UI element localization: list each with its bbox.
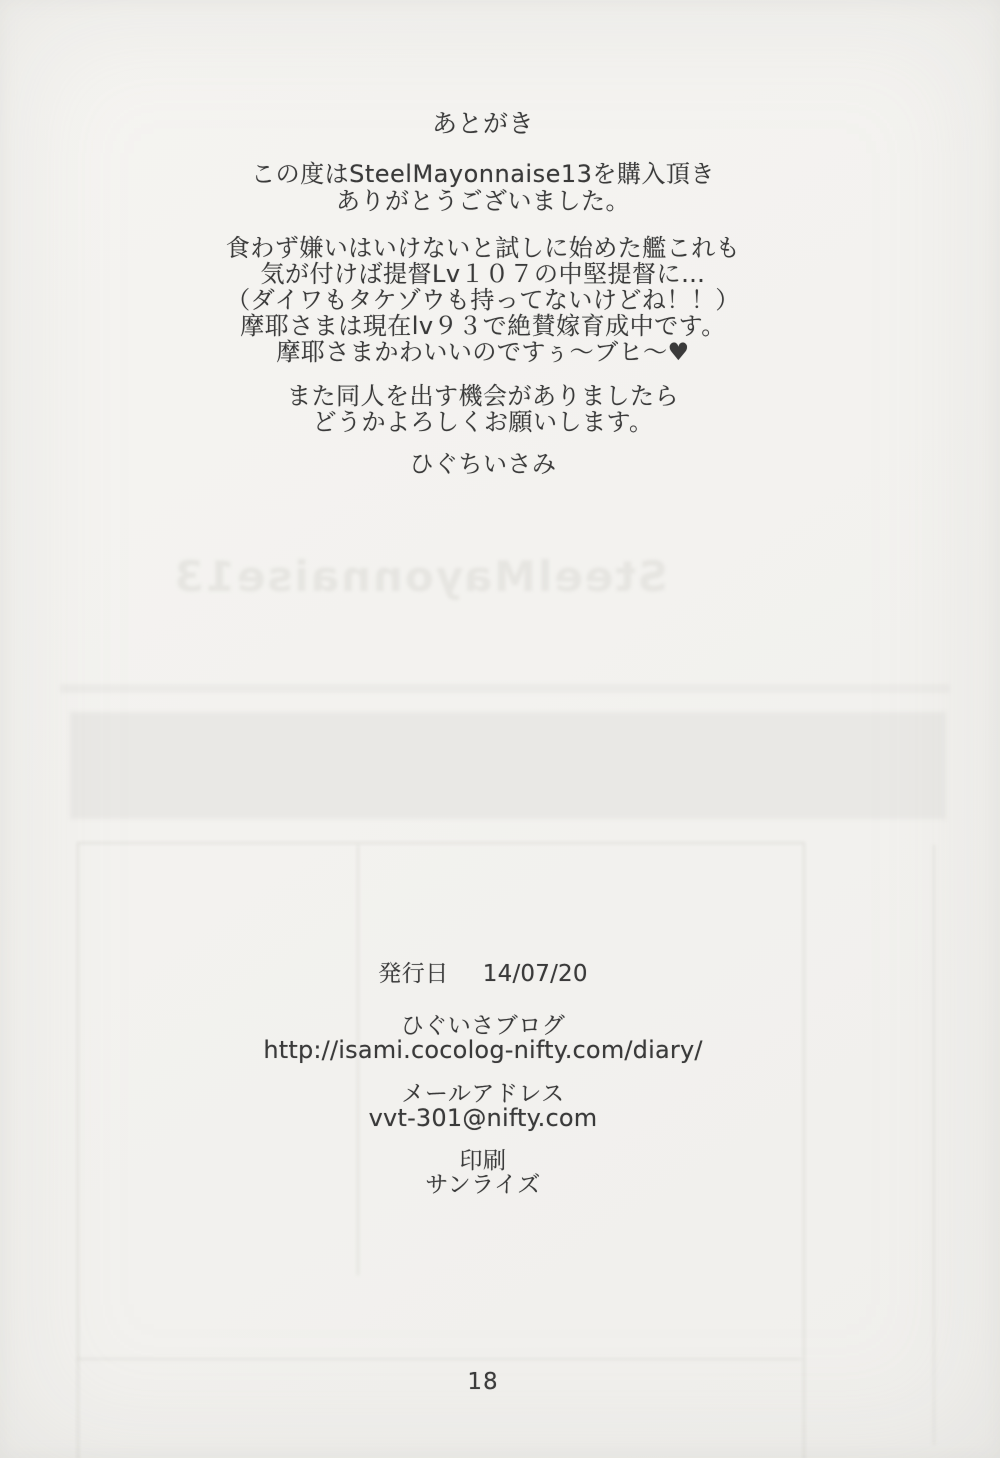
afterword-line: 摩耶さまは現在lv９３で絶賛嫁育成中です。 (240, 312, 726, 340)
showthrough-panel-bottom-line (77, 1358, 801, 1360)
printer-name: サンライズ (425, 1172, 541, 1198)
page-number: 18 (467, 1369, 499, 1395)
afterword-line: この度はSteelMayonnaise13を購入頂き (251, 160, 715, 188)
author-name: ひぐちいさみ (409, 450, 557, 478)
email-address: vvt-301@nifty.com (368, 1104, 598, 1132)
showthrough-strip (60, 684, 950, 693)
afterword-line: 気が付けば提督Lv１０７の中堅提督に… (260, 260, 706, 288)
blog-name: ひぐいさブログ (400, 1013, 566, 1039)
printer-label: 印刷 (459, 1148, 507, 1174)
publish-date-label: 発行日 (378, 961, 449, 987)
showthrough-panel-right-edge (933, 845, 935, 1445)
afterword-line: （ダイワもタケゾウも持ってないけどね！！） (226, 286, 740, 314)
afterword-line: 食わず嫌いはいけないと試しに始めた艦これも (225, 234, 741, 262)
afterword-line: どうかよろしくお願いします。 (312, 408, 654, 436)
showthrough-mirrored-title: SteelMayonnaise13 (172, 552, 668, 601)
showthrough-band (70, 712, 946, 819)
afterword-title: あとがき (431, 109, 534, 138)
publish-date-line (0, 961, 966, 988)
afterword-line: また同人を出す機会がありましたら (287, 382, 679, 410)
blog-url: http://isami.cocolog-nifty.com/diary/ (263, 1036, 703, 1064)
publish-date-value: 14/07/20 (482, 961, 588, 987)
afterword-line: 摩耶さまかわいいのですぅ～ブヒ～♥ (276, 338, 690, 366)
afterword-line: ありがとうございました。 (336, 187, 630, 215)
email-label: メールアドレス (401, 1081, 565, 1107)
